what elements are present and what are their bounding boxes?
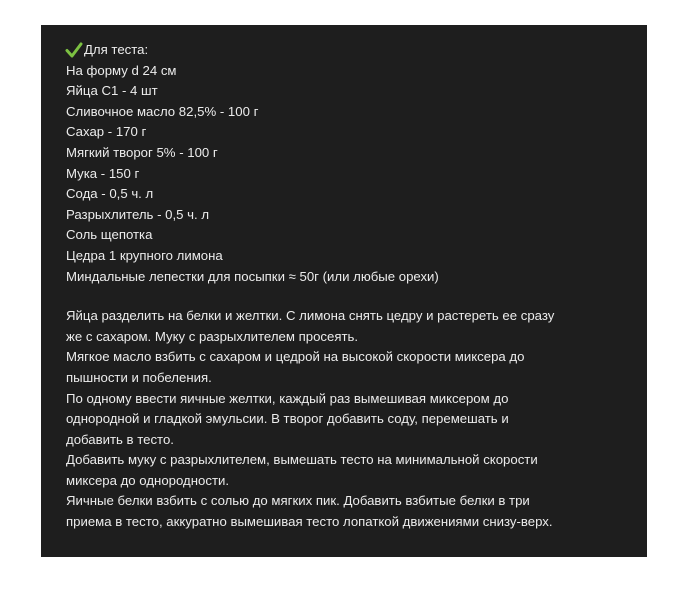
check-mark-icon: [65, 41, 83, 59]
recipe-card: [41, 25, 647, 557]
section-spacer: [66, 287, 647, 306]
ingredient-item: Соль щепотка: [66, 227, 153, 243]
instruction-line: пышности и побеления.: [66, 369, 212, 385]
ingredients-heading: [66, 40, 647, 61]
instruction-line: однородной и гладкой эмульсии. В творог добавить соду, перемешать и: [66, 411, 509, 427]
ingredient-item: На форму d 24 см: [66, 62, 177, 78]
ingredient-item: Миндальные лепестки для посыпки ≈ 50г (или любые орехи): [66, 268, 439, 284]
instruction-line: По одному ввести яичные желтки, каждый раз вымешивая миксером до: [66, 390, 509, 406]
instruction-line: же с сахаром. Муку с разрыхлителем просеять.: [66, 328, 359, 344]
instruction-line: Добавить муку с разрыхлителем, вымешать тесто на минимальной скорости: [66, 452, 538, 468]
instruction-line: Яичные белки взбить с солью до мягких пик. Добавить взбитые белки в три: [66, 493, 530, 509]
ingredient-item: Сахар - 170 г: [66, 124, 147, 140]
ingredients-heading-text: Для теста:: [84, 42, 149, 57]
ingredient-item: Мука - 150 г: [66, 165, 140, 181]
instruction-line: добавить в тесто.: [66, 431, 174, 447]
ingredient-item: Сливочное масло 82,5% - 100 г: [66, 103, 259, 119]
instruction-line: приема в тесто, аккуратно вымешивая тесто лопаткой движениями снизу-верх.: [66, 514, 553, 530]
instruction-line: миксера до однородности.: [66, 472, 230, 488]
ingredient-item: Разрыхлитель - 0,5 ч. л: [66, 206, 210, 222]
instruction-line: Яйца разделить на белки и желтки. С лимона снять цедру и растереть ее сразу: [66, 308, 555, 324]
ingredient-item: Сода - 0,5 ч. л: [66, 186, 154, 202]
instruction-line: Мягкое масло взбить с сахаром и цедрой на высокой скорости миксера до: [66, 349, 525, 365]
ingredient-item: Мягкий творог 5% - 100 г: [66, 144, 218, 160]
ingredient-item: Яйца С1 - 4 шт: [66, 83, 158, 99]
ingredient-item: Цедра 1 крупного лимона: [66, 247, 223, 263]
